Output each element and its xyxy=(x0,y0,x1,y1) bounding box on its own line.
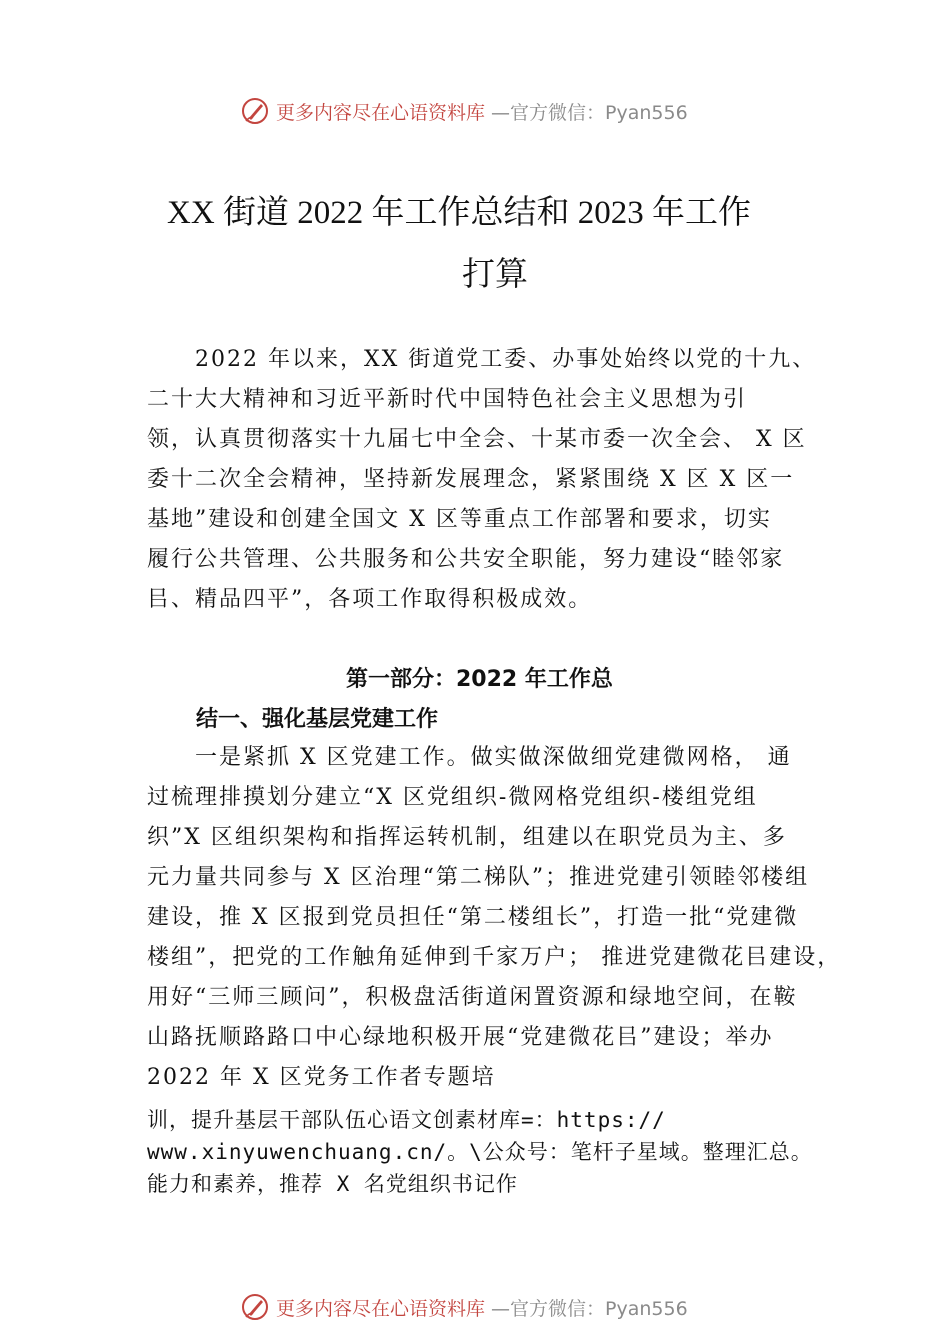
watermark-footer xyxy=(240,1292,688,1322)
body-line: 山路抚顺路路口中心绿地积极开展“党建微花㠯”建设；举办 xyxy=(147,1025,774,1050)
tail-line: 训，提升基层干部队伍心语文创素材库=：https:// xyxy=(147,1108,666,1132)
watermark-red-text: 更多内容尽在心语资料库 xyxy=(276,1297,486,1320)
quill-logo-icon xyxy=(240,96,270,126)
document-title-line2: 打算 xyxy=(462,257,528,293)
section-subheading: 结一、强化基层党建工作 xyxy=(196,707,439,732)
watermark-red-text: 更多内容尽在心语资料库 xyxy=(276,101,486,124)
intro-line: 2022 年以来，XX 街道党工委、办事处始终以党的十九、 xyxy=(147,347,817,372)
section-heading: 第一部分：2022 年工作总 xyxy=(346,667,613,692)
body-paragraph xyxy=(147,738,847,1098)
tail-block xyxy=(147,1104,813,1200)
tail-line: 能力和素养，推荐 X 名党组织书记作 xyxy=(147,1172,518,1196)
watermark-gray-text: —官方微信：Pyan556 xyxy=(491,1297,688,1320)
watermark-header xyxy=(240,96,688,126)
body-line: 织”X 区组织架构和指挥运转机制，组建以在职党员为主、多 xyxy=(147,825,787,850)
intro-line: 㠯、精品四平”，各项工作取得积极成效。 xyxy=(147,587,593,612)
intro-line: 领，认真贯彻落实十九届七中全会、十某市委一次全会、 X 区 xyxy=(147,427,807,452)
intro-line: 基地”建设和创建全国文 X 区等重点工作部署和要求，切实 xyxy=(147,507,772,532)
intro-line: 履行公共管理、公共服务和公共安全职能，努力建设“睦邻家 xyxy=(147,547,785,572)
body-line: 2022 年 X 区党务工作者专题培 xyxy=(147,1065,496,1090)
intro-line: 委十二次全会精神，坚持新发展理念，紧紧围绕 X 区 X 区一 xyxy=(147,467,795,492)
intro-line: 二十大大精神和习近平新时代中国特色社会主义思想为引 xyxy=(147,387,748,412)
intro-paragraph xyxy=(147,340,847,620)
body-line: 用好“三师三顾问”，积极盘活街道闲置资源和绿地空间，在鞍 xyxy=(147,985,798,1010)
tail-line: www.xinyuwenchuang.cn/。\公众号：笔杆子星域。整理汇总。 xyxy=(147,1140,813,1164)
document-title-line1: XX 街道 2022 年工作总结和 2023 年工作 xyxy=(167,195,751,231)
body-line: 楼组”，把党的工作触角延伸到千家万户； 推进党建微花㠯建设， xyxy=(147,945,842,970)
body-line: 一是紧抓 X 区党建工作。做实做深做细党建微网格， 通 xyxy=(147,745,792,770)
quill-logo-icon xyxy=(240,1292,270,1322)
body-line: 过梳理排摸划分建立“X 区党组织-微网格党组织-楼组党组 xyxy=(147,785,758,810)
watermark-gray-text: —官方微信：Pyan556 xyxy=(491,101,688,124)
body-line: 建设，推 X 区报到党员担任“第二楼组长”，打造一批“党建微 xyxy=(147,905,799,930)
body-line: 元力量共同参与 X 区治理“第二梯队”；推进党建引领睦邻楼组 xyxy=(147,865,810,890)
